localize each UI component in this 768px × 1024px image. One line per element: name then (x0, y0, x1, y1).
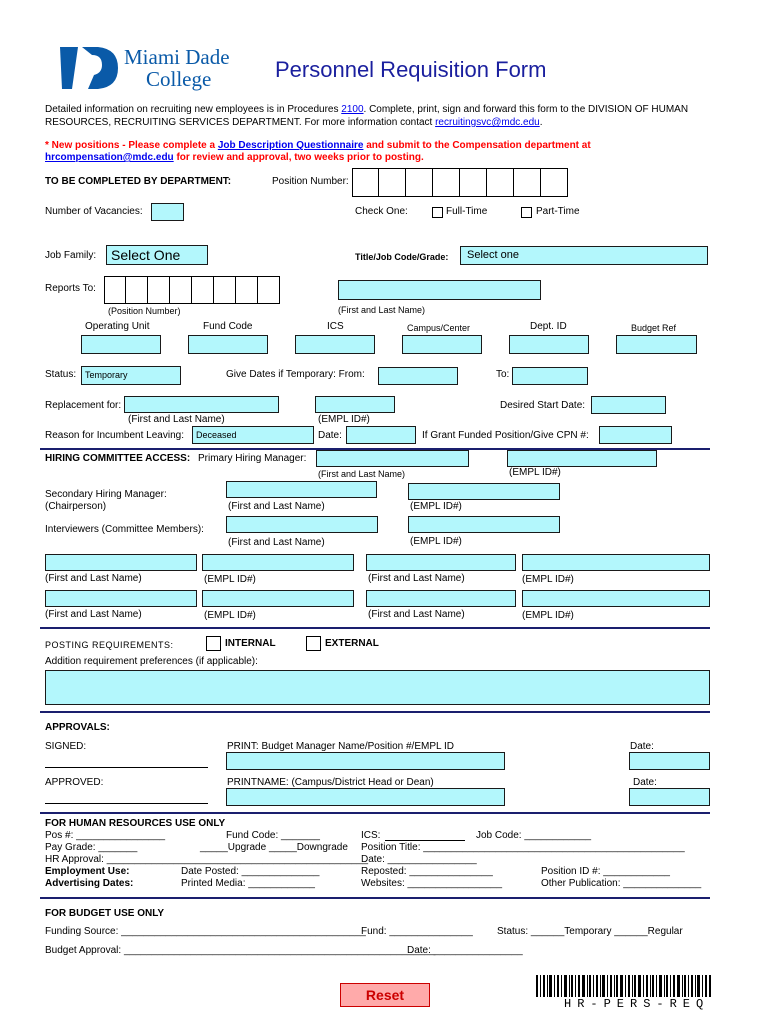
primary-manager-empl-field[interactable] (507, 450, 657, 467)
intro-line-2: RESOURCES, RECRUITING SERVICES DEPARTMENT. For more information contact recruitingsvc@mdc.edu. (45, 117, 543, 128)
interviewer-1-empl-field[interactable] (202, 554, 354, 571)
secondary-manager-label: Secondary Hiring Manager: (45, 489, 167, 500)
interviewer-lead-empl-field[interactable] (408, 516, 560, 533)
jdq-link[interactable]: Job Description Questionnaire (217, 140, 364, 151)
part-time-checkbox[interactable] (521, 207, 532, 218)
interviewer-lead-empl-caption: (EMPL ID#) (410, 536, 462, 547)
external-label: EXTERNAL (325, 638, 379, 649)
reason-date-label: Date: (318, 430, 342, 441)
signed-date-field[interactable] (629, 752, 710, 770)
fund-code-field[interactable] (188, 335, 268, 354)
hr-printed-media: Printed Media: ____________ (181, 878, 315, 889)
temp-to-label: To: (496, 369, 510, 380)
secondary-name-caption: (First and Last Name) (228, 501, 325, 512)
budget-status: Status: ______Temporary ______Regular (497, 926, 683, 937)
approved-date-label: Date: (633, 777, 657, 788)
campus-label: Campus/Center (407, 323, 471, 333)
primary-name-caption: (First and Last Name) (318, 469, 406, 479)
recruiting-email-link[interactable]: recruitingsvc@mdc.edu (435, 117, 540, 128)
chairperson-label: (Chairperson) (45, 501, 107, 512)
new-position-notice-2: hrcompensation@mdc.edu for review and approval, two weeks prior to posting. (45, 152, 424, 163)
position-number-caption: (Position Number) (108, 306, 181, 316)
hr-use-heading: FOR HUMAN RESOURCES USE ONLY (45, 818, 226, 829)
reset-button[interactable] (340, 983, 430, 1007)
interviewer-3-name-field[interactable] (45, 590, 197, 607)
interviewer-4-empl-field[interactable] (522, 590, 710, 607)
status-label: Status: (45, 369, 77, 380)
interviewer-2-empl-caption: (EMPL ID#) (522, 574, 574, 585)
logo-text-line2: College (146, 67, 212, 91)
interviewer-2-name-caption: (First and Last Name) (368, 573, 465, 584)
secondary-empl-caption: (EMPL ID#) (410, 501, 462, 512)
intro-line-1: Detailed information on recruiting new employees is in Procedures 2100. Complete, print, sign and forward this form to the DIVISION OF HUMAN (45, 104, 689, 115)
hr-upgrade: _____Upgrade _____Downgrade (200, 842, 348, 853)
budget-funding-source: Funding Source: ____________________________________________ (45, 926, 366, 937)
job-family-select[interactable]: Select One (106, 245, 208, 265)
college-logo (58, 45, 248, 95)
interviewers-label: Interviewers (Committee Members): (45, 524, 204, 535)
hr-advertising-dates: Advertising Dates: (45, 878, 134, 889)
reports-to-name-field[interactable] (338, 280, 541, 300)
vacancies-field[interactable] (151, 203, 184, 221)
interviewer-2-empl-field[interactable] (522, 554, 710, 571)
replacement-empl-caption: (EMPL ID#) (318, 414, 370, 425)
position-number-label: Position Number: (272, 176, 349, 187)
form-barcode (536, 975, 712, 1013)
ics-label: ICS (327, 321, 344, 332)
approvals-heading: APPROVALS: (45, 722, 110, 733)
desired-start-label: Desired Start Date: (500, 400, 586, 411)
reports-to-label: Reports To: (45, 283, 96, 294)
department-heading: TO BE COMPLETED BY DEPARTMENT: (45, 176, 232, 187)
section-divider-2 (40, 627, 710, 629)
reason-label: Reason for Incumbent Leaving: (45, 430, 184, 441)
reason-date-field[interactable] (346, 426, 416, 444)
operating-unit-label: Operating Unit (85, 321, 150, 332)
interviewer-4-name-caption: (First and Last Name) (368, 609, 465, 620)
interviewer-2-name-field[interactable] (366, 554, 516, 571)
printname-label: PRINTNAME: (Campus/District Head or Dean) (227, 777, 434, 788)
interviewer-1-empl-caption: (EMPL ID#) (204, 574, 256, 585)
interviewer-3-empl-field[interactable] (202, 590, 354, 607)
replacement-name-caption: (First and Last Name) (128, 414, 225, 425)
hr-employment-use: Employment Use: (45, 866, 130, 877)
budget-fund: Fund: _______________ (361, 926, 473, 937)
new-position-notice: * New positions - Please complete a Job Description Questionnaire and submit to the Compensation department at (45, 140, 591, 151)
check-one-label: Check One: (355, 206, 408, 217)
campus-field[interactable] (402, 335, 482, 354)
ics-field[interactable] (295, 335, 375, 354)
hr-ics-line[interactable] (385, 840, 465, 841)
budget-ref-label: Budget Ref (631, 323, 677, 333)
section-divider-3 (40, 711, 710, 713)
hr-date: Date: ________________ (361, 854, 477, 865)
temp-from-field[interactable] (378, 367, 458, 385)
budget-manager-field[interactable] (226, 752, 505, 770)
secondary-manager-name-field[interactable] (226, 481, 377, 498)
hr-ics: ICS: (361, 830, 381, 841)
give-dates-label: Give Dates if Temporary: From: (226, 369, 365, 380)
signed-signature-line[interactable] (45, 767, 208, 768)
grant-cpn-field[interactable] (599, 426, 672, 444)
print-budget-manager-label: PRINT: Budget Manager Name/Position #/EMPL ID (227, 741, 454, 752)
hr-position-id: Position ID #: ____________ (541, 866, 670, 877)
additional-req-label: Addition requirement preferences (if applicable): (45, 656, 258, 667)
job-family-label: Job Family: (45, 250, 97, 261)
section-divider-5 (40, 897, 710, 899)
temp-to-field[interactable] (512, 367, 588, 385)
budget-ref-field[interactable] (616, 335, 697, 354)
desired-start-field[interactable] (591, 396, 666, 414)
secondary-manager-empl-field[interactable] (408, 483, 560, 500)
full-time-checkbox[interactable] (432, 207, 443, 218)
internal-checkbox[interactable] (206, 636, 221, 651)
primary-manager-label: Primary Hiring Manager: (198, 453, 307, 464)
interviewer-1-name-caption: (First and Last Name) (45, 573, 142, 584)
reset-button-label: Reset (365, 987, 405, 1003)
posting-heading: POSTING REQUIREMENTS: (45, 640, 174, 650)
hr-pos: Pos #: ________________ (45, 830, 166, 841)
full-time-label: Full-Time (446, 206, 488, 217)
hr-approval: HR Approval: _______________________________________________ (45, 854, 369, 865)
replacement-label: Replacement for: (45, 400, 122, 411)
logo-text-line1: Miami Dade (124, 45, 230, 69)
hr-other-publication: Other Publication: ______________ (541, 878, 702, 889)
status-select[interactable]: Temporary (81, 366, 181, 385)
hr-reposted: Reposted: _______________ (361, 866, 493, 877)
approved-signature-line[interactable] (45, 803, 208, 804)
approved-date-field[interactable] (629, 788, 710, 806)
compensation-email-link[interactable]: hrcompensation@mdc.edu (45, 152, 174, 163)
hr-pay-grade: Pay Grade: _______ (45, 842, 138, 853)
barcode-bars-icon (536, 975, 712, 997)
replacement-empl-id-field[interactable] (315, 396, 395, 413)
primary-empl-caption: (EMPL ID#) (509, 467, 561, 478)
interviewer-1-name-field[interactable] (45, 554, 197, 571)
budget-use-heading: FOR BUDGET USE ONLY (45, 908, 165, 919)
external-checkbox[interactable] (306, 636, 321, 651)
procedure-link[interactable]: 2100 (341, 104, 364, 115)
reason-select[interactable]: Deceased (192, 426, 314, 444)
interviewer-4-empl-caption: (EMPL ID#) (522, 610, 574, 621)
hr-websites: Websites: _________________ (361, 878, 503, 889)
interviewer-3-empl-caption: (EMPL ID#) (204, 610, 256, 621)
approved-label: APPROVED: (45, 777, 104, 788)
reports-to-position-boxes[interactable] (104, 276, 280, 304)
part-time-label: Part-Time (536, 206, 580, 217)
hr-job-code: Job Code: ____________ (476, 830, 592, 841)
internal-label: INTERNAL (225, 638, 276, 649)
dept-id-field[interactable] (509, 335, 589, 354)
hr-position-title: Position Title: _______________________________________________ (361, 842, 685, 853)
primary-manager-name-field[interactable] (316, 450, 469, 467)
interviewer-4-name-field[interactable] (366, 590, 516, 607)
signed-date-label: Date: (630, 741, 654, 752)
operating-unit-field[interactable] (81, 335, 161, 354)
reports-to-name-caption: (First and Last Name) (338, 305, 426, 315)
grant-label: If Grant Funded Position/Give CPN #: (422, 430, 589, 441)
vacancies-label: Number of Vacancies: (45, 206, 143, 217)
interviewer-3-name-caption: (First and Last Name) (45, 609, 142, 620)
interviewer-lead-name-caption: (First and Last Name) (228, 537, 325, 548)
dept-id-label: Dept. ID (530, 321, 567, 332)
page-title: Personnel Requisition Form (275, 57, 547, 82)
hiring-heading: HIRING COMMITTEE ACCESS: (45, 453, 191, 464)
budget-date: Date: ________________ (407, 945, 523, 956)
logo-mark-icon (58, 45, 120, 91)
title-grade-label: Title/Job Code/Grade: (355, 252, 449, 262)
hr-fund-code: Fund Code: _______ (226, 830, 320, 841)
fund-code-label: Fund Code (203, 321, 253, 332)
section-divider-4 (40, 812, 710, 814)
interviewer-lead-name-field[interactable] (226, 516, 378, 533)
budget-approval: Budget Approval: ________________________________________________________ (45, 945, 436, 956)
barcode-text: HR-PERS-REQ (564, 997, 710, 1011)
title-grade-select[interactable]: Select one (460, 246, 708, 265)
position-number-boxes[interactable] (352, 168, 568, 197)
replacement-name-field[interactable] (124, 396, 279, 413)
campus-head-field[interactable] (226, 788, 505, 806)
signed-label: SIGNED: (45, 741, 87, 752)
hr-date-posted: Date Posted: ______________ (181, 866, 320, 877)
additional-req-field[interactable] (45, 670, 710, 705)
